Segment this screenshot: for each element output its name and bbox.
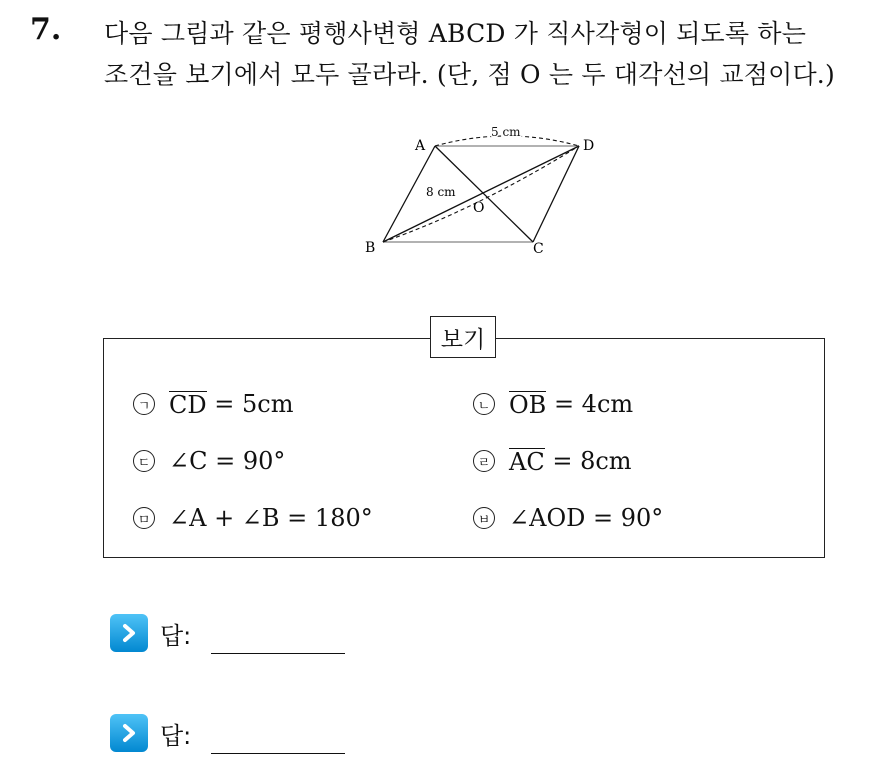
question-text-line2: 조건을 보기에서 모두 골라라. (단, 점 O 는 두 대각선의 교점이다.) — [104, 60, 835, 89]
choices-box-title: 보기 — [430, 316, 496, 358]
option-text: = 4cm — [546, 390, 634, 418]
option-4 — [473, 447, 632, 475]
option-2 — [473, 390, 633, 418]
answer-label: 답: — [160, 721, 192, 750]
question-text-line1: 다음 그림과 같은 평행사변형 ABCD 가 직사각형이 되도록 하는 — [104, 19, 807, 48]
length-label-ad: 5 cm — [491, 125, 521, 139]
option-text: = 5cm — [206, 390, 294, 418]
option-text: ∠AOD = 90° — [509, 504, 664, 532]
answer-label: 답: — [160, 621, 192, 650]
option-marker-icon: ㄷ — [133, 450, 155, 472]
diagonal-bd — [383, 146, 579, 242]
option-segment: OB — [509, 391, 547, 419]
option-marker-icon: ㅁ — [133, 507, 155, 529]
answer-row-2 — [110, 712, 345, 754]
chevron-right-icon — [110, 614, 148, 652]
vertex-c-label: C — [533, 241, 544, 257]
option-segment: AC — [509, 448, 545, 476]
parallelogram-svg — [355, 120, 605, 270]
answer-blank[interactable] — [211, 752, 345, 754]
option-marker-icon: ㄹ — [473, 450, 495, 472]
length-label-bo: 8 cm — [426, 185, 456, 199]
option-3 — [133, 447, 285, 475]
vertex-a-label: A — [415, 138, 426, 154]
vertex-b-label: B — [365, 240, 376, 256]
option-marker-icon: ㅂ — [473, 507, 495, 529]
question-number: 7. — [30, 12, 62, 47]
vertex-d-label: D — [583, 138, 595, 154]
chevron-right-icon — [110, 714, 148, 752]
answer-blank[interactable] — [211, 652, 345, 654]
option-marker-icon: ㄴ — [473, 393, 495, 415]
option-text: ∠A + ∠B = 180° — [169, 504, 373, 532]
option-6 — [473, 504, 663, 532]
option-text: = 8cm — [544, 447, 632, 475]
center-o-label: O — [473, 200, 485, 216]
option-1 — [133, 390, 293, 418]
option-segment: CD — [169, 391, 207, 419]
parallelogram-figure — [355, 120, 605, 270]
option-text: ∠C = 90° — [169, 447, 286, 475]
answer-row-1 — [110, 612, 345, 654]
option-marker-icon: ㄱ — [133, 393, 155, 415]
option-5 — [133, 504, 373, 532]
